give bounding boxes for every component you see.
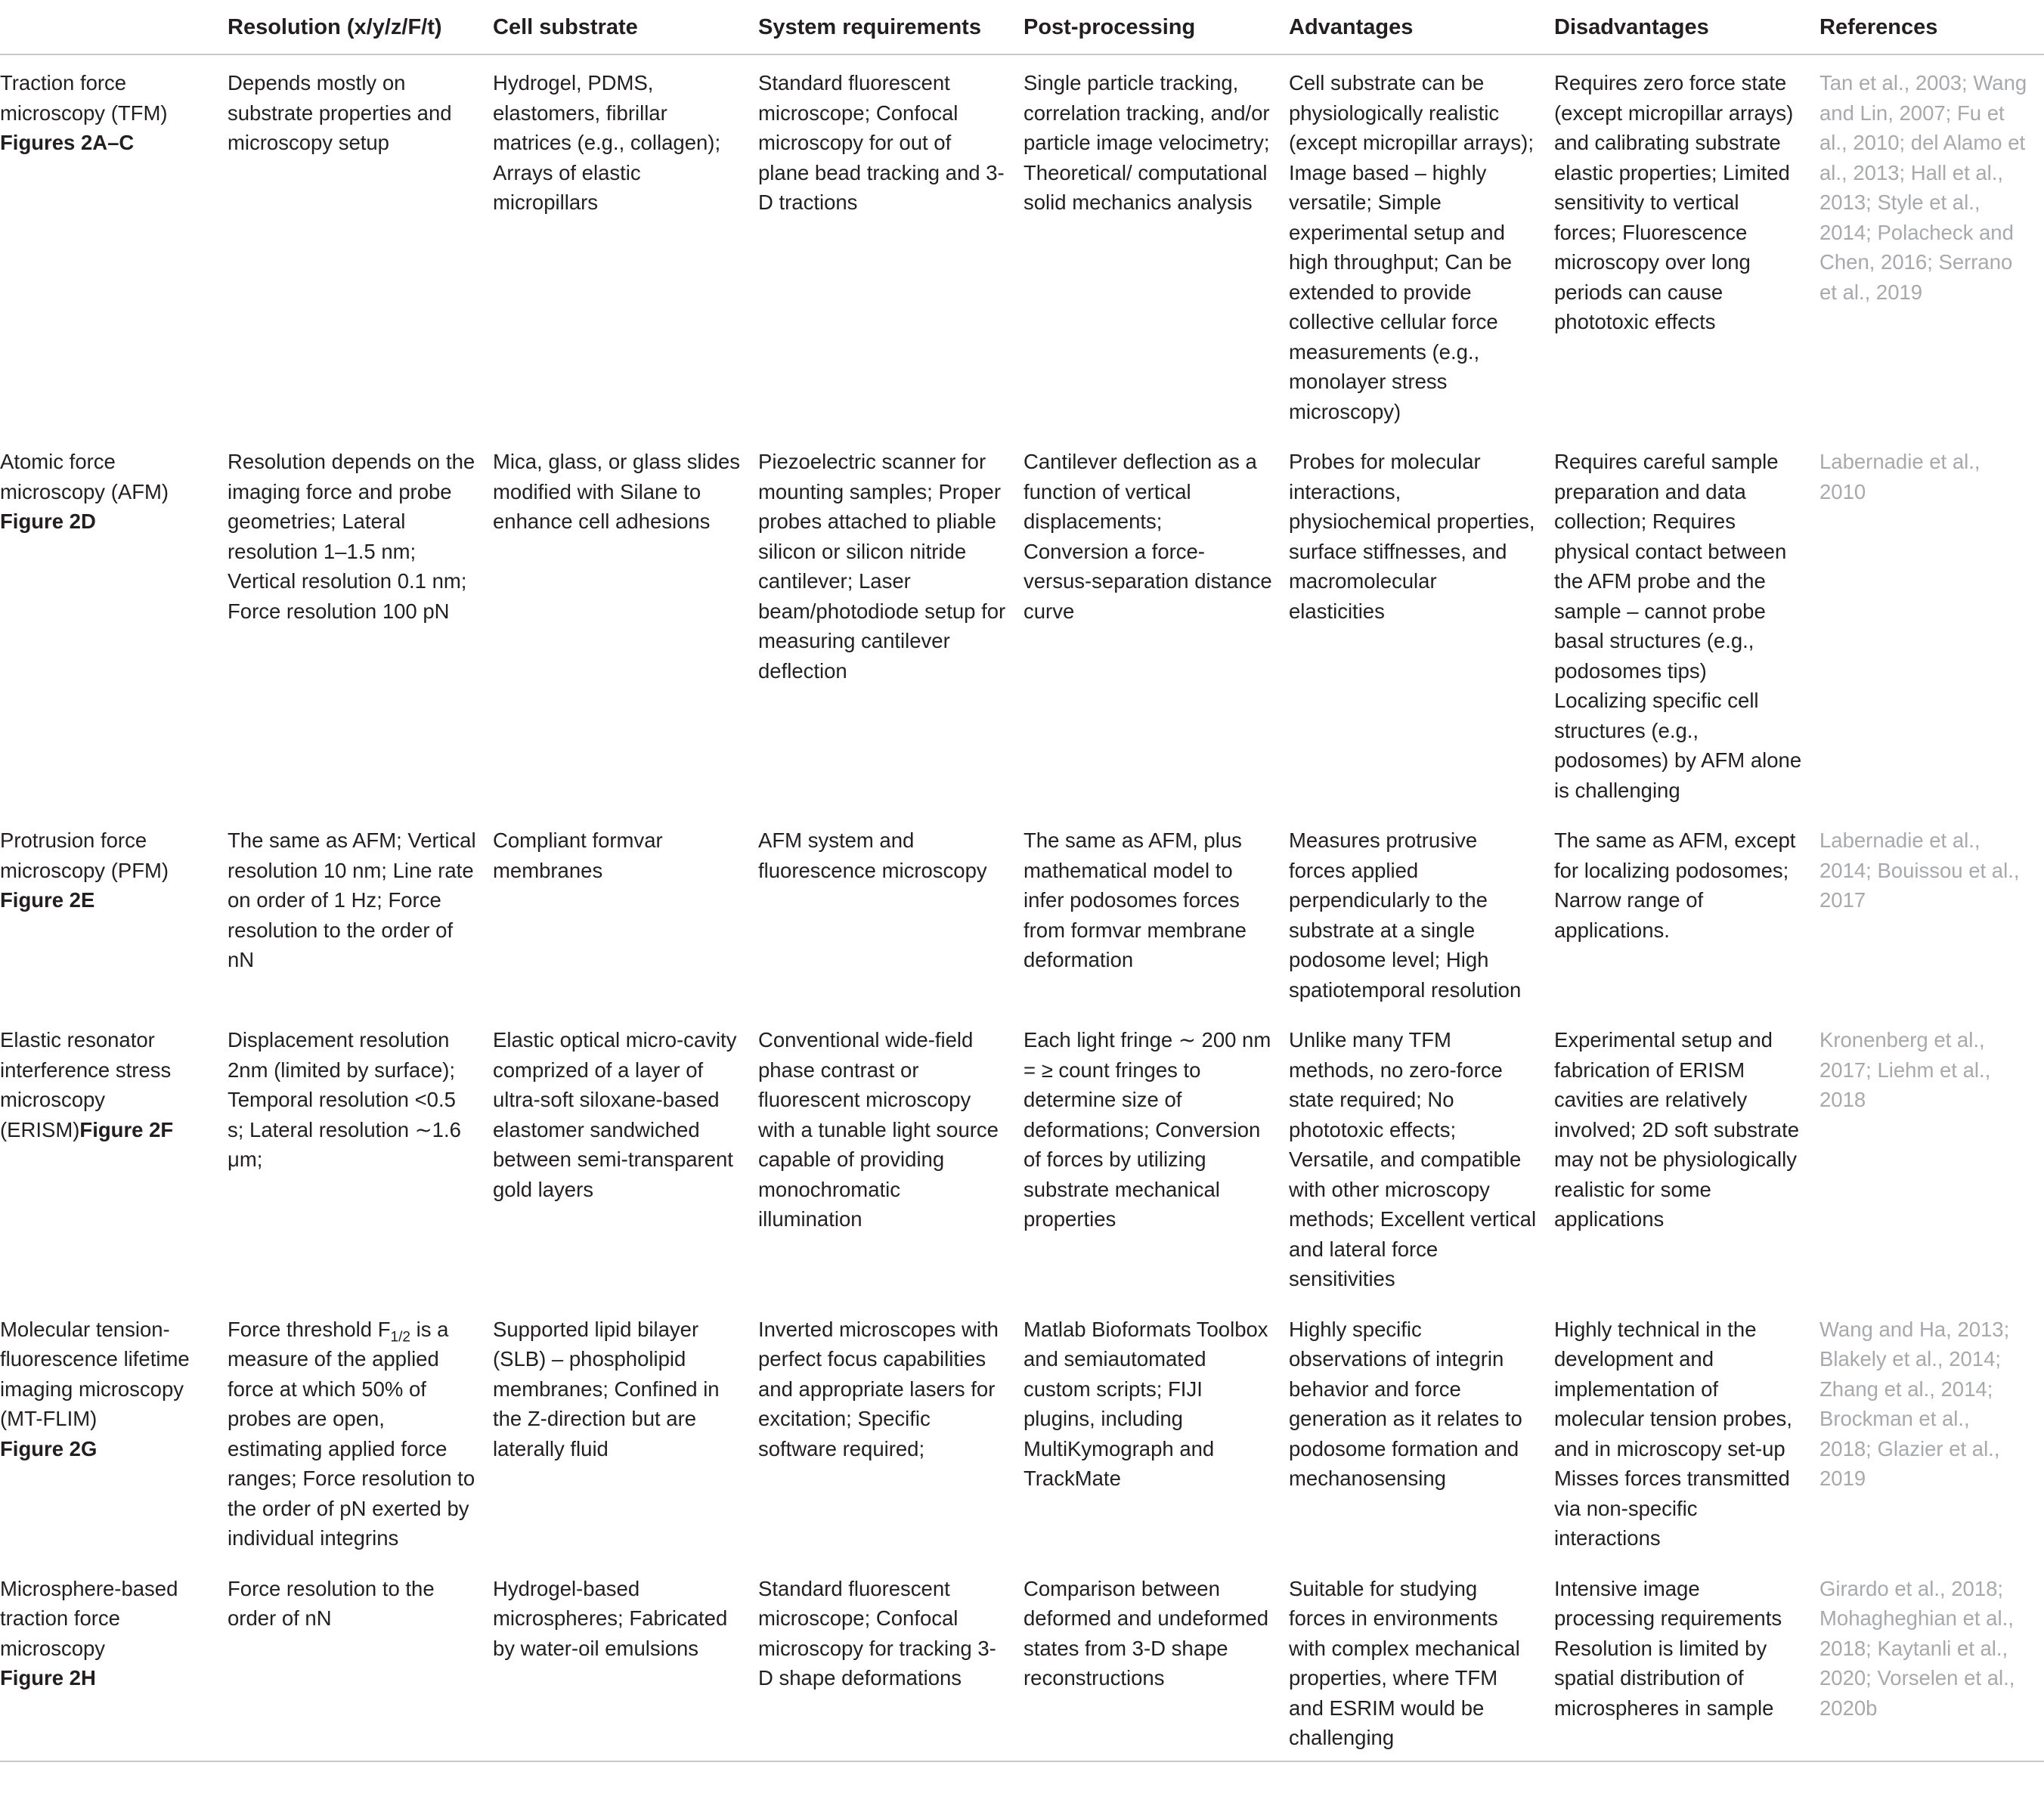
system-text: Piezoelectric scanner for mounting samples; Proper probes attached to pliable silicon or silicon nitride cantilever; Laser beam/photodiode setup for measuring cantilever deflection — [758, 450, 1006, 683]
system-cell — [758, 434, 1024, 813]
resolution-text: Depends mostly on substrate properties and microscopy setup — [228, 71, 452, 154]
disadvantages-text: Intensive image processing requirements Resolution is limited by spatial distribution of microspheres in sample — [1554, 1576, 1782, 1720]
substrate-cell — [493, 1302, 758, 1561]
post-processing-cell — [1024, 54, 1289, 434]
substrate-text: Hydrogel-based microspheres; Fabricated by water-oil emulsions — [493, 1576, 728, 1660]
substrate-cell — [493, 54, 758, 434]
references-cell — [1819, 54, 2044, 434]
advantages-cell — [1289, 813, 1554, 1012]
header-method — [0, 0, 228, 54]
system-cell — [758, 1302, 1024, 1561]
header-system-label: System requirements — [758, 15, 981, 39]
disadvantages-text: Experimental setup and fabrication of ERISM cavities are relatively involved; 2D soft substrate may not be physiologically realistic for some applications — [1554, 1028, 1800, 1231]
post-processing-cell — [1024, 1012, 1289, 1302]
disadvantages-cell — [1554, 434, 1819, 813]
post-processing-text: Single particle tracking, correlation tracking, and/or particle image velocimetry; Theoretical/ computational solid mechanics analysis — [1024, 71, 1270, 214]
header-substrate — [493, 0, 758, 54]
references-text: Wang and Ha, 2013; Blakely et al., 2014; Zhang et al., 2014; Brockman et al., 2018; Glazier et al., 2019 — [1819, 1317, 2010, 1490]
advantages-text: Suitable for studying forces in environments with complex mechanical properties, where TFM and ESRIM would be challenging — [1289, 1576, 1520, 1749]
table-row — [0, 813, 2044, 1012]
advantages-cell — [1289, 54, 1554, 434]
resolution-text: Force resolution to the order of nN — [228, 1576, 435, 1630]
advantages-text: Probes for molecular interactions, physiochemical properties, surface stiffnesses, and macromolecular elasticities — [1289, 450, 1535, 623]
references-cell — [1819, 434, 2044, 813]
figure-ref: Figure 2H — [0, 1666, 96, 1690]
substrate-text: Compliant formvar membranes — [493, 829, 663, 882]
resolution-text: The same as AFM; Vertical resolution 10 nm; Line rate on order of 1 Hz; Force resolution to the order of nN — [228, 829, 476, 971]
references-text: Kronenberg et al., 2017; Liehm et al., 2018 — [1819, 1028, 1991, 1111]
header-resolution — [228, 0, 493, 54]
disadvantages-cell — [1554, 1302, 1819, 1561]
resolution-cell — [228, 1302, 493, 1561]
post-processing-text: Matlab Bioformats Toolbox and semiautomated custom scripts; FIJI plugins, including MultiKymograph and TrackMate — [1024, 1317, 1268, 1490]
advantages-text: Unlike many TFM methods, no zero-force state required; No phototoxic effects; Versatile, and compatible with other microscopy methods; Excellent vertical and lateral force sensitivities — [1289, 1028, 1537, 1290]
method-cell — [0, 1561, 228, 1761]
substrate-cell — [493, 434, 758, 813]
post-processing-cell — [1024, 1302, 1289, 1561]
method-cell — [0, 434, 228, 813]
system-cell — [758, 54, 1024, 434]
system-text: Standard fluorescent microscope; Confocal microscopy for tracking 3-D shape deformations — [758, 1576, 996, 1690]
resolution-cell — [228, 1561, 493, 1761]
post-processing-cell — [1024, 434, 1289, 813]
header-advantages-label: Advantages — [1289, 15, 1414, 39]
references-cell — [1819, 813, 2044, 1012]
figure-ref: Figures 2A–C — [0, 131, 135, 154]
method-name: Protrusion force microscopy (PFM) — [0, 829, 169, 882]
header-system — [758, 0, 1024, 54]
advantages-cell — [1289, 1302, 1554, 1561]
advantages-text: Highly specific observations of integrin behavior and force generation as it relates to podosome formation and mechanosensing — [1289, 1317, 1522, 1490]
header-references-label: References — [1819, 15, 1938, 39]
figure-ref: Figure 2F — [79, 1117, 174, 1141]
method-name: Microsphere-based traction force microscopy — [0, 1576, 178, 1660]
table-row — [0, 1561, 2044, 1761]
method-cell — [0, 813, 228, 1012]
advantages-text: Cell substrate can be physiologically realistic (except micropillar arrays); Image based – highly versatile; Simple experimental setup and high throughput; Can be extended to provide collective cellular force measurements (e.g., monolayer stress microscopy) — [1289, 71, 1534, 423]
substrate-text: Supported lipid bilayer (SLB) – phospholipid membranes; Confined in the Z-direction but are laterally fluid — [493, 1317, 720, 1460]
table-row — [0, 54, 2044, 434]
resolution-subscript: 1/2 — [390, 1329, 410, 1345]
advantages-cell — [1289, 1561, 1554, 1761]
header-disadvantages-label: Disadvantages — [1554, 15, 1709, 39]
table-row — [0, 1302, 2044, 1561]
disadvantages-text: Requires zero force state (except micropillar arrays) and calibrating substrate elastic properties; Limited sensitivity to vertical forces; Fluorescence microscopy over long periods can cause phototoxic effects — [1554, 71, 1794, 333]
system-cell — [758, 1561, 1024, 1761]
resolution-cell — [228, 434, 493, 813]
references-text: Girardo et al., 2018; Mohagheghian et al., 2018; Kaytanli et al., 2020; Vorselen et al., 2020b — [1819, 1576, 2015, 1720]
resolution-text-end: is a measure of the applied force at which 50% of probes are open, estimating applied force ranges; Force resolution to the order of pN exerted by individual integrins — [228, 1317, 475, 1550]
disadvantages-cell — [1554, 54, 1819, 434]
post-processing-cell — [1024, 813, 1289, 1012]
header-substrate-label: Cell substrate — [493, 15, 638, 39]
header-advantages — [1289, 0, 1554, 54]
resolution-text: Resolution depends on the imaging force and probe geometries; Lateral resolution 1–1.5 nm; Vertical resolution 0.1 nm; Force resolution 100 pN — [228, 450, 475, 623]
system-text: Standard fluorescent microscope; Confocal microscopy for out of plane bead tracking and 3-D tractions — [758, 71, 1005, 214]
system-text: AFM system and fluorescence microscopy — [758, 829, 987, 882]
header-post-processing — [1024, 0, 1289, 54]
method-cell — [0, 54, 228, 434]
system-text: Inverted microscopes with perfect focus capabilities and appropriate lasers for excitation; Specific software required; — [758, 1317, 999, 1460]
resolution-cell — [228, 54, 493, 434]
disadvantages-text: Requires careful sample preparation and data collection; Requires physical contact between the AFM probe and the sample – cannot probe basal structures (e.g., podosomes tips) Localizing specific cell structures (e.g., podosomes) by AFM alone is challenging — [1554, 450, 1802, 802]
resolution-text: Displacement resolution 2nm (limited by surface); Temporal resolution <0.5 s; Lateral resolution ∼1.6 μm; — [228, 1028, 461, 1171]
header-disadvantages — [1554, 0, 1819, 54]
header-resolution-label: Resolution (x/y/z/F/t) — [228, 15, 442, 39]
disadvantages-text: Highly technical in the development and implementation of molecular tension probes, and in microscopy set-up Misses forces transmitted via non-specific interactions — [1554, 1317, 1792, 1550]
table-row — [0, 434, 2044, 813]
disadvantages-cell — [1554, 1561, 1819, 1761]
references-text: Labernadie et al., 2010 — [1819, 450, 1981, 503]
references-cell — [1819, 1302, 2044, 1561]
resolution-cell — [228, 1012, 493, 1302]
method-name: Molecular tension-fluorescence lifetime imaging microscopy (MT-FLIM) — [0, 1317, 190, 1430]
post-processing-cell — [1024, 1561, 1289, 1761]
references-text: Tan et al., 2003; Wang and Lin, 2007; Fu et al., 2010; del Alamo et al., 2013; Hall et al., 2013; Style et al., 2014; Polacheck and Chen, 2016; Serrano et al., 2019 — [1819, 71, 2027, 304]
post-processing-text: Comparison between deformed and undeformed states from 3-D shape reconstructions — [1024, 1576, 1269, 1690]
advantages-cell — [1289, 434, 1554, 813]
resolution-text-start: Force threshold F — [228, 1317, 391, 1341]
post-processing-text: Cantilever deflection as a function of vertical displacements; Conversion a force-versus-separation distance curve — [1024, 450, 1272, 623]
post-processing-text: Each light fringe ∼ 200 nm = ≥ count fringes to determine size of deformations; Conversion of forces by utilizing substrate mechanical properties — [1024, 1028, 1271, 1231]
post-processing-text: The same as AFM, plus mathematical model to infer podosomes forces from formvar membrane deformation — [1024, 829, 1247, 971]
system-cell — [758, 813, 1024, 1012]
substrate-text: Mica, glass, or glass slides modified with Silane to enhance cell adhesions — [493, 450, 741, 533]
disadvantages-cell — [1554, 1012, 1819, 1302]
figure-ref: Figure 2G — [0, 1436, 98, 1460]
substrate-text: Elastic optical micro-cavity comprized of a layer of ultra-soft siloxane-based elastomer sandwiched between semi-transparent gold layers — [493, 1028, 737, 1201]
advantages-cell — [1289, 1012, 1554, 1302]
substrate-cell — [493, 1012, 758, 1302]
substrate-cell — [493, 1561, 758, 1761]
resolution-cell — [228, 813, 493, 1012]
figure-ref: Figure 2E — [0, 888, 95, 912]
header-post-processing-label: Post-processing — [1024, 15, 1196, 39]
references-cell — [1819, 1012, 2044, 1302]
method-name: Elastic resonator interference stress microscopy (ERISM) — [0, 1028, 172, 1141]
method-name: Atomic force microscopy (AFM) — [0, 450, 169, 503]
header-references — [1819, 0, 2044, 54]
table-header-row — [0, 0, 2044, 54]
table-row — [0, 1012, 2044, 1302]
method-name: Traction force microscopy (TFM) — [0, 71, 168, 125]
references-text: Labernadie et al., 2014; Bouissou et al., 2017 — [1819, 829, 2020, 912]
substrate-text: Hydrogel, PDMS, elastomers, fibrillar matrices (e.g., collagen); Arrays of elastic micropillars — [493, 71, 721, 214]
disadvantages-text: The same as AFM, except for localizing podosomes; Narrow range of applications. — [1554, 829, 1796, 942]
system-text: Conventional wide-field phase contrast or fluorescent microscopy with a tunable light source capable of providing monochromatic illumination — [758, 1028, 999, 1231]
substrate-cell — [493, 813, 758, 1012]
disadvantages-cell — [1554, 813, 1819, 1012]
resolution-text — [228, 1315, 493, 1553]
method-cell — [0, 1302, 228, 1561]
advantages-text: Measures protrusive forces applied perpendicularly to the substrate at a single podosome level; High spatiotemporal resolution — [1289, 829, 1522, 1002]
system-cell — [758, 1012, 1024, 1302]
references-cell — [1819, 1561, 2044, 1761]
method-cell — [0, 1012, 228, 1302]
figure-ref: Figure 2D — [0, 510, 96, 533]
